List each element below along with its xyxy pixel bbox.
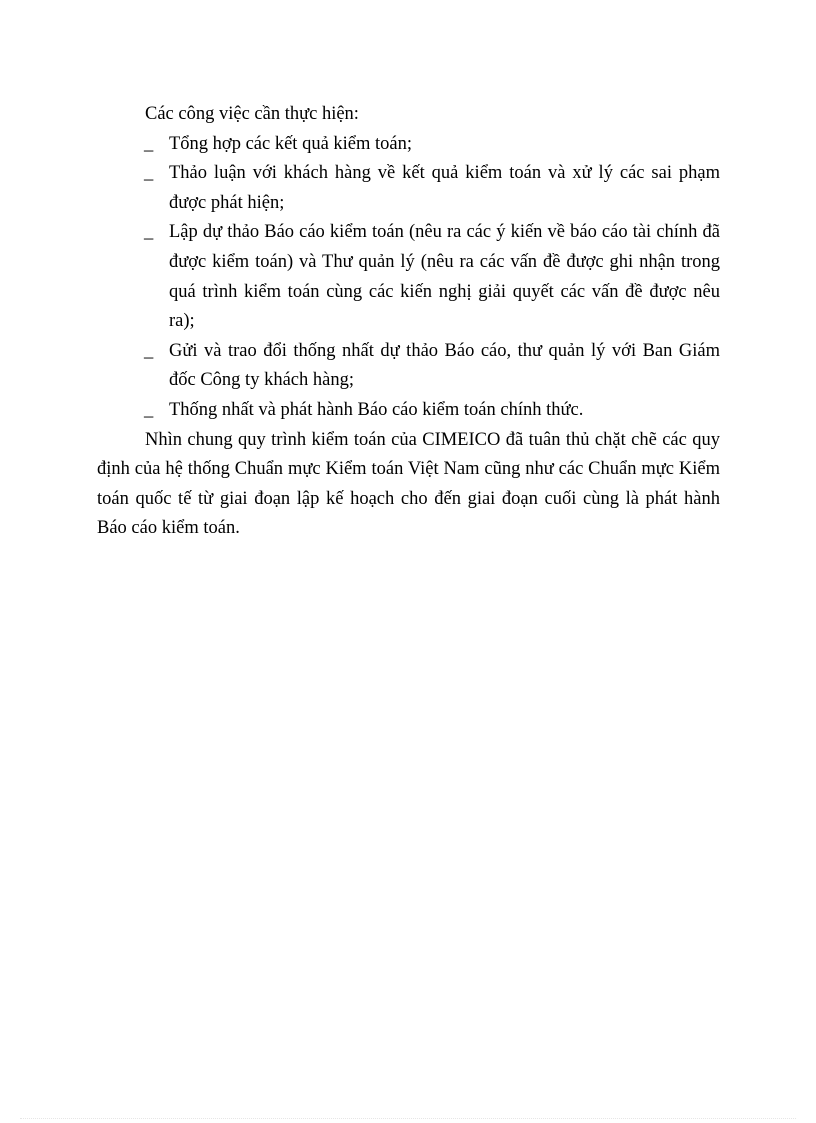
list-item (97, 130, 720, 160)
bullet-marker: _ (144, 163, 154, 184)
bullet-marker: _ (144, 399, 154, 420)
task-list (97, 130, 720, 426)
list-item (97, 218, 720, 336)
bullet-marker: _ (144, 133, 154, 154)
list-item-text: Lập dự thảo Báo cáo kiểm toán (nêu ra các ý kiến về báo cáo tài chính đã được kiểm toán) và Thư quản lý (nêu ra các vấn đề được ghi nhận trong quá trình kiểm toán cùng các kiến nghị giải quyết các vấn đề được nêu ra); (169, 222, 720, 332)
bullet-marker: _ (144, 340, 154, 361)
list-item-text: Thống nhất và phát hành Báo cáo kiểm toán chính thức. (169, 399, 584, 420)
list-item (97, 396, 720, 426)
bullet-marker: _ (144, 222, 154, 243)
list-item-text: Gửi và trao đổi thống nhất dự thảo Báo cáo, thư quản lý với Ban Giám đốc Công ty khách hàng; (169, 340, 720, 391)
page-bottom-rule (20, 1118, 796, 1119)
list-item (97, 337, 720, 396)
list-item-text: Tổng hợp các kết quả kiểm toán; (169, 133, 413, 154)
list-item (97, 159, 720, 218)
document-body (97, 100, 720, 544)
intro-line: Các công việc cần thực hiện: (145, 104, 359, 124)
list-item-text: Thảo luận với khách hàng về kết quả kiểm toán và xử lý các sai phạm được phát hiện; (169, 163, 720, 213)
conclusion-paragraph: Nhìn chung quy trình kiểm toán của CIMEICO đã tuân thủ chặt chẽ các quy định của hệ thống Chuẩn mực Kiểm toán Việt Nam cũng như các Chuẩn mực Kiểm toán quốc tế từ giai đoạn lập kế hoạch cho đến giai đoạn cuối cùng là phát hành Báo cáo kiểm toán. (97, 429, 720, 539)
